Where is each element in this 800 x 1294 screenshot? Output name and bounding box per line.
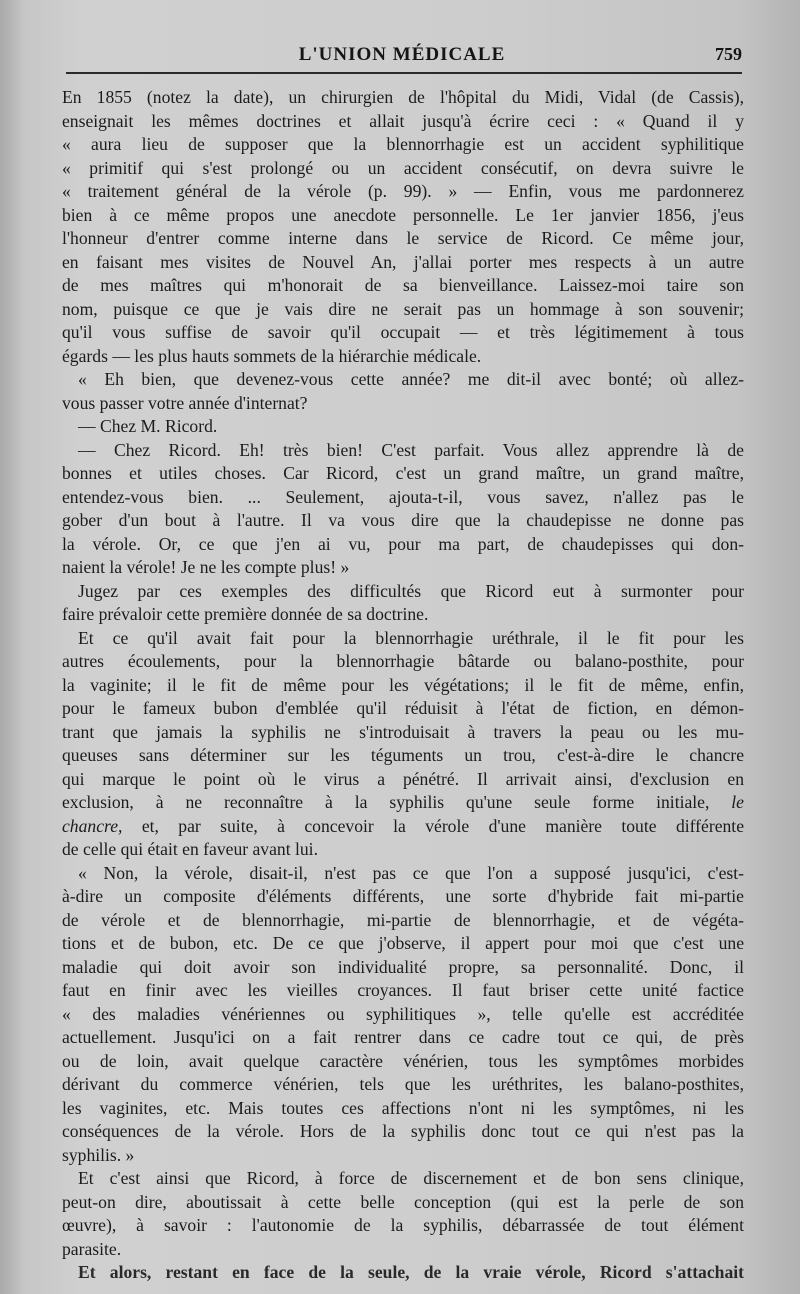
line-text: gober d'un bout à l'autre. Il va vous dire que la chaudepisse ne donne pas — [62, 510, 744, 530]
line-text: enseignait les mêmes doctrines et allait jusqu'à écrire ceci : « Quand il y — [62, 110, 744, 131]
italic-text: chancre, — [62, 815, 123, 836]
line-text: qui marque le point où le virus a pénétré. Il arrivait ainsi, d'exclusion en — [62, 768, 744, 789]
text-line — [62, 1191, 744, 1215]
line-text: trant que jamais la syphilis ne s'introduisait à travers la peau ou les mu- — [62, 721, 744, 742]
line-text: qu'il vous suffise de savoir qu'il occupait — et très légitimement à tous — [62, 322, 744, 342]
line-text: actuellement. Jusqu'ici on a fait rentrer dans ce cadre tout ce qui, de près — [62, 1027, 744, 1047]
line-text: En 1855 (notez la date), un chirurgien de l'hôpital du Midi, Vidal (de Cassis), — [62, 87, 744, 107]
page-number: 759 — [715, 44, 742, 64]
line-text: queuses sans déterminer sur les téguments un trou, c'est-à-dire le chancre — [62, 745, 744, 765]
line-text: vous passer votre année d'internat? — [62, 392, 308, 413]
text-line — [62, 133, 744, 157]
text-line — [62, 768, 744, 792]
line-text: conséquences de la vérole. Hors de la syphilis donc tout ce qui n'est pas la — [62, 1121, 744, 1141]
text-line — [62, 603, 744, 627]
text-line — [62, 1073, 744, 1097]
running-title: L'UNION MÉDICALE — [298, 44, 506, 65]
line-text: Et c'est ainsi que Ricord, à force de discernement et de bon sens clinique, — [78, 1168, 744, 1188]
line-text: Et alors, restant en face de la seule, de la vraie vérole, Ricord s'attachait — [78, 1262, 744, 1282]
text-line — [62, 415, 744, 439]
text-line — [62, 627, 744, 651]
text-line — [62, 956, 744, 980]
line-text: de vérole et de blennorrhagie, mi-partie de blennorrhagie, et de végéta- — [62, 909, 744, 930]
line-text: naient la vérole! Je ne les compte plus! » — [62, 557, 350, 577]
line-text: autres écoulements, pour la blennorrhagie bâtarde ou balano-posthite, pour — [62, 651, 744, 671]
line-text: égards — les plus hauts sommets de la hiérarchie médicale. — [62, 345, 482, 366]
line-text: Jugez par ces exemples des difficultés que Ricord eut à surmonter pour — [78, 580, 744, 601]
text-line — [62, 885, 744, 909]
line-text: à-dire un composite d'éléments différents, une sorte d'hybride fait mi-partie — [62, 886, 744, 906]
line-text: bonnes et utiles choses. Car Ricord, c'est un grand maître, un grand maître, — [62, 463, 744, 483]
line-text: syphilis. » — [62, 1144, 135, 1165]
page-header — [62, 40, 742, 70]
text-line — [62, 580, 744, 604]
line-text: l'honneur d'entrer comme interne dans le service de Ricord. Ce même jour, — [62, 228, 744, 248]
line-text: exclusion, à ne reconnaître à la syphilis qu'une seule forme initiale, — [62, 792, 732, 812]
line-text: « traitement général de la vérole (p. 99). » — Enfin, vous me pardonnerez — [62, 181, 744, 201]
header-rule — [66, 72, 742, 74]
text-line — [62, 1026, 744, 1050]
text-line — [62, 932, 744, 956]
text-line — [62, 1097, 744, 1121]
text-line — [62, 1261, 744, 1285]
text-line — [62, 721, 744, 745]
text-line — [62, 1050, 744, 1074]
line-text: peut-on dire, aboutissait à cette belle conception (qui est la perle de son — [62, 1191, 744, 1212]
line-text: les vaginites, etc. Mais toutes ces affections n'ont ni les symptômes, ni les — [62, 1097, 744, 1118]
text-line — [62, 1238, 744, 1262]
line-text: ou de loin, avait quelque caractère vénérien, tous les symptômes morbides — [62, 1050, 744, 1071]
body-text — [62, 86, 744, 1285]
text-line — [62, 509, 744, 533]
text-line — [62, 157, 744, 181]
text-line — [62, 815, 744, 839]
text-line — [62, 650, 744, 674]
text-line — [62, 791, 744, 815]
text-line — [62, 439, 744, 463]
line-text: « primitif qui s'est prolongé ou un accident consécutif, on devra suivre le — [62, 157, 744, 178]
line-text: pour le fameux bubon d'emblée qu'il réduisit à l'état de fiction, en démon- — [62, 698, 744, 718]
text-line — [62, 697, 744, 721]
text-line — [62, 180, 744, 204]
line-text: nom, puisque ce que je vais dire ne serait pas un hommage à son souvenir; — [62, 298, 744, 319]
text-line — [62, 110, 744, 134]
line-text: bien à ce même propos une anecdote personnelle. Le 1er janvier 1856, j'eus — [62, 204, 744, 225]
text-line — [62, 251, 744, 275]
line-text: — Chez M. Ricord. — [78, 416, 218, 436]
line-text: tions et de bubon, etc. De ce que j'observe, il appert pour moi que c'est une — [62, 933, 744, 953]
text-line — [62, 674, 744, 698]
text-line — [62, 556, 744, 580]
text-line — [62, 979, 744, 1003]
line-text: — Chez Ricord. Eh! très bien! C'est parfait. Vous allez apprendre là de — [78, 439, 744, 460]
text-line — [62, 298, 744, 322]
text-line — [62, 1214, 744, 1238]
line-text: Et ce qu'il avait fait pour la blennorrhagie uréthrale, il le fit pour les — [78, 627, 744, 648]
line-text: « aura lieu de supposer que la blennorrhagie est un accident syphilitique — [62, 134, 744, 154]
text-line — [62, 392, 744, 416]
line-text: œuvre), à savoir : l'autonomie de la syphilis, débarrassée de tout élément — [62, 1215, 744, 1235]
text-line — [62, 227, 744, 251]
line-text: « Non, la vérole, disait-il, n'est pas ce que l'on a supposé jusqu'ici, c'est- — [78, 862, 744, 883]
text-line — [62, 462, 744, 486]
line-text: la vaginite; il le fit de même pour les végétations; il le fit de même, enfin, — [62, 674, 744, 695]
line-text: faire prévaloir cette première donnée de sa doctrine. — [62, 604, 429, 624]
line-text: « Eh bien, que devenez-vous cette année? me dit-il avec bonté; où allez- — [78, 369, 744, 389]
line-text: la vérole. Or, ce que j'en ai vu, pour ma part, de chaudepisses qui don- — [62, 533, 744, 554]
line-text: en faisant mes visites de Nouvel An, j'allai porter mes respects à un autre — [62, 251, 744, 272]
text-line — [62, 486, 744, 510]
text-line — [62, 1167, 744, 1191]
text-line — [62, 909, 744, 933]
text-line — [62, 744, 744, 768]
line-text: « des maladies vénériennes ou syphilitiques », telle qu'elle est accréditée — [62, 1003, 744, 1024]
text-line — [62, 1144, 744, 1168]
text-line — [62, 345, 744, 369]
text-line — [62, 838, 744, 862]
text-line — [62, 368, 744, 392]
text-line — [62, 533, 744, 557]
text-line — [62, 862, 744, 886]
text-line — [62, 86, 744, 110]
text-line — [62, 1120, 744, 1144]
text-line — [62, 204, 744, 228]
line-text: entendez-vous bien. ... Seulement, ajouta-t-il, vous savez, n'allez pas le — [62, 486, 744, 507]
line-text: et, par suite, à concevoir la vérole d'une manière toute différente — [122, 815, 744, 836]
text-line — [62, 1003, 744, 1027]
line-text: maladie qui doit avoir son individualité propre, sa personnalité. Donc, il — [62, 956, 744, 977]
text-line — [62, 274, 744, 298]
line-text: de celle qui était en faveur avant lui. — [62, 839, 318, 859]
line-text: parasite. — [62, 1238, 122, 1259]
text-line — [62, 321, 744, 345]
line-text: dérivant du commerce vénérien, tels que les uréthrites, les balano-posthites, — [62, 1074, 744, 1094]
italic-text: le — [731, 792, 744, 812]
line-text: de mes maîtres qui m'honorait de sa bienveillance. Laissez-moi taire son — [62, 275, 744, 295]
line-text: faut en finir avec les vieilles croyances. Il faut briser cette unité factice — [62, 980, 744, 1000]
